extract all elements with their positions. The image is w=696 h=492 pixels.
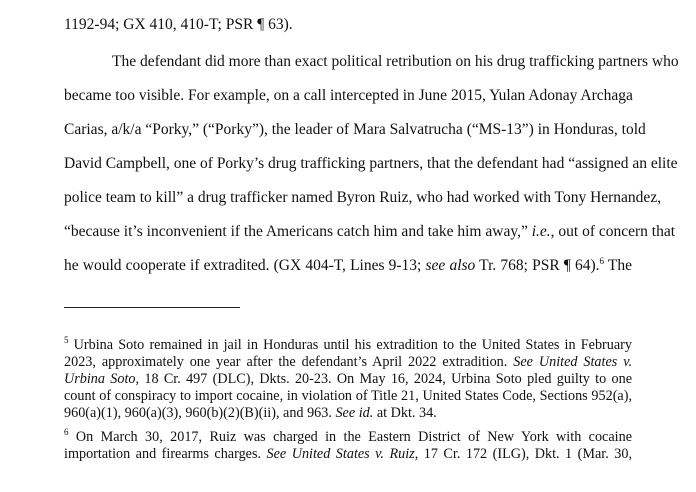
body-line-8-tail: The (604, 257, 632, 274)
footnote-6-text-3: , 17 Cr. 172 (ILG), Dkt. 1 (Mar. 30, (414, 446, 632, 462)
body-line-8 (64, 257, 632, 275)
footnote-5-text-3: , 18 Cr. 497 (DLC), Dkts. 20-23. On May 16, 2024, Urbina Soto pled guilty to one (135, 371, 632, 387)
body-line-4: Carias, a/k/a “Porky,” (“Porky”), the leader of Mara Salvatrucha (“MS-13”) in Honduras, told (64, 121, 646, 138)
body-line-5: David Campbell, one of Porky’s drug trafficking partners, that the defendant had “assigned an elite (64, 155, 678, 172)
body-line-7-text: “because it’s inconvenient if the Americans catch him and take him away,” (64, 223, 528, 240)
body-line-7-tail: , out of concern that (550, 223, 676, 240)
footnote-separator (64, 307, 240, 308)
footnote-ref-6[interactable]: 6 (599, 256, 605, 266)
body-line-2: The defendant did more than exact political retribution on his drug trafficking partners who (112, 53, 679, 70)
footnote-5-line-2 (64, 354, 632, 371)
body-line-8-italic: see also (425, 257, 476, 274)
body-line-7 (64, 223, 676, 241)
footnote-5-line-3 (64, 371, 632, 388)
footnote-5-line-1 (64, 337, 632, 354)
footnote-5-italic-3: See id. (335, 405, 374, 421)
body-line-8-text: he would cooperate if extradited. (GX 404-T, Lines 9-13; (64, 257, 426, 274)
footnote-5-text-2: 2023, approximately one year after the defendant’s April 2022 extradition. (64, 354, 514, 370)
body-line-1: 1192-94; GX 410, 410-T; PSR ¶ 63). (64, 16, 293, 33)
footnote-6-text-1: On March 30, 2017, Ruiz was charged in the Eastern District of New York with cocaine (68, 429, 632, 445)
body-line-6: police team to kill” a drug trafficker named Byron Ruiz, who had worked with Tony Hernandez, (64, 189, 662, 206)
footnote-5-text-1: Urbina Soto remained in jail in Honduras until his extradition to the United States in February (68, 337, 632, 353)
footnote-6-line-1 (64, 429, 632, 446)
footnote-6-marker: 6 (64, 427, 69, 437)
body-line-8-mid: Tr. 768; PSR ¶ 64). (475, 257, 600, 274)
footnote-6-italic: See United States v. Ruiz (266, 446, 415, 462)
footnote-5-marker: 5 (64, 335, 69, 345)
footnote-5-italic-2: Urbina Soto (64, 371, 136, 387)
footnote-5-text-6: at Dkt. 34. (373, 405, 437, 421)
footnote-5-text-5: 960(a)(1), 960(a)(3), 960(b)(2)(B)(ii), and 963. (64, 405, 336, 421)
footnote-5-line-4: count of conspiracy to import cocaine, in violation of Title 21, United States Code, Sections 952(a), (64, 388, 632, 404)
footnote-6-text-2: importation and firearms charges. (64, 446, 267, 462)
footnote-6-line-2 (64, 446, 632, 463)
footnote-5-line-5 (64, 405, 632, 422)
body-line-7-italic: i.e. (527, 223, 551, 240)
footnote-5-italic-1: See United States v. (513, 354, 632, 370)
body-line-3: became too visible. For example, on a call intercepted in June 2015, Yulan Adonay Archaga (64, 87, 633, 104)
